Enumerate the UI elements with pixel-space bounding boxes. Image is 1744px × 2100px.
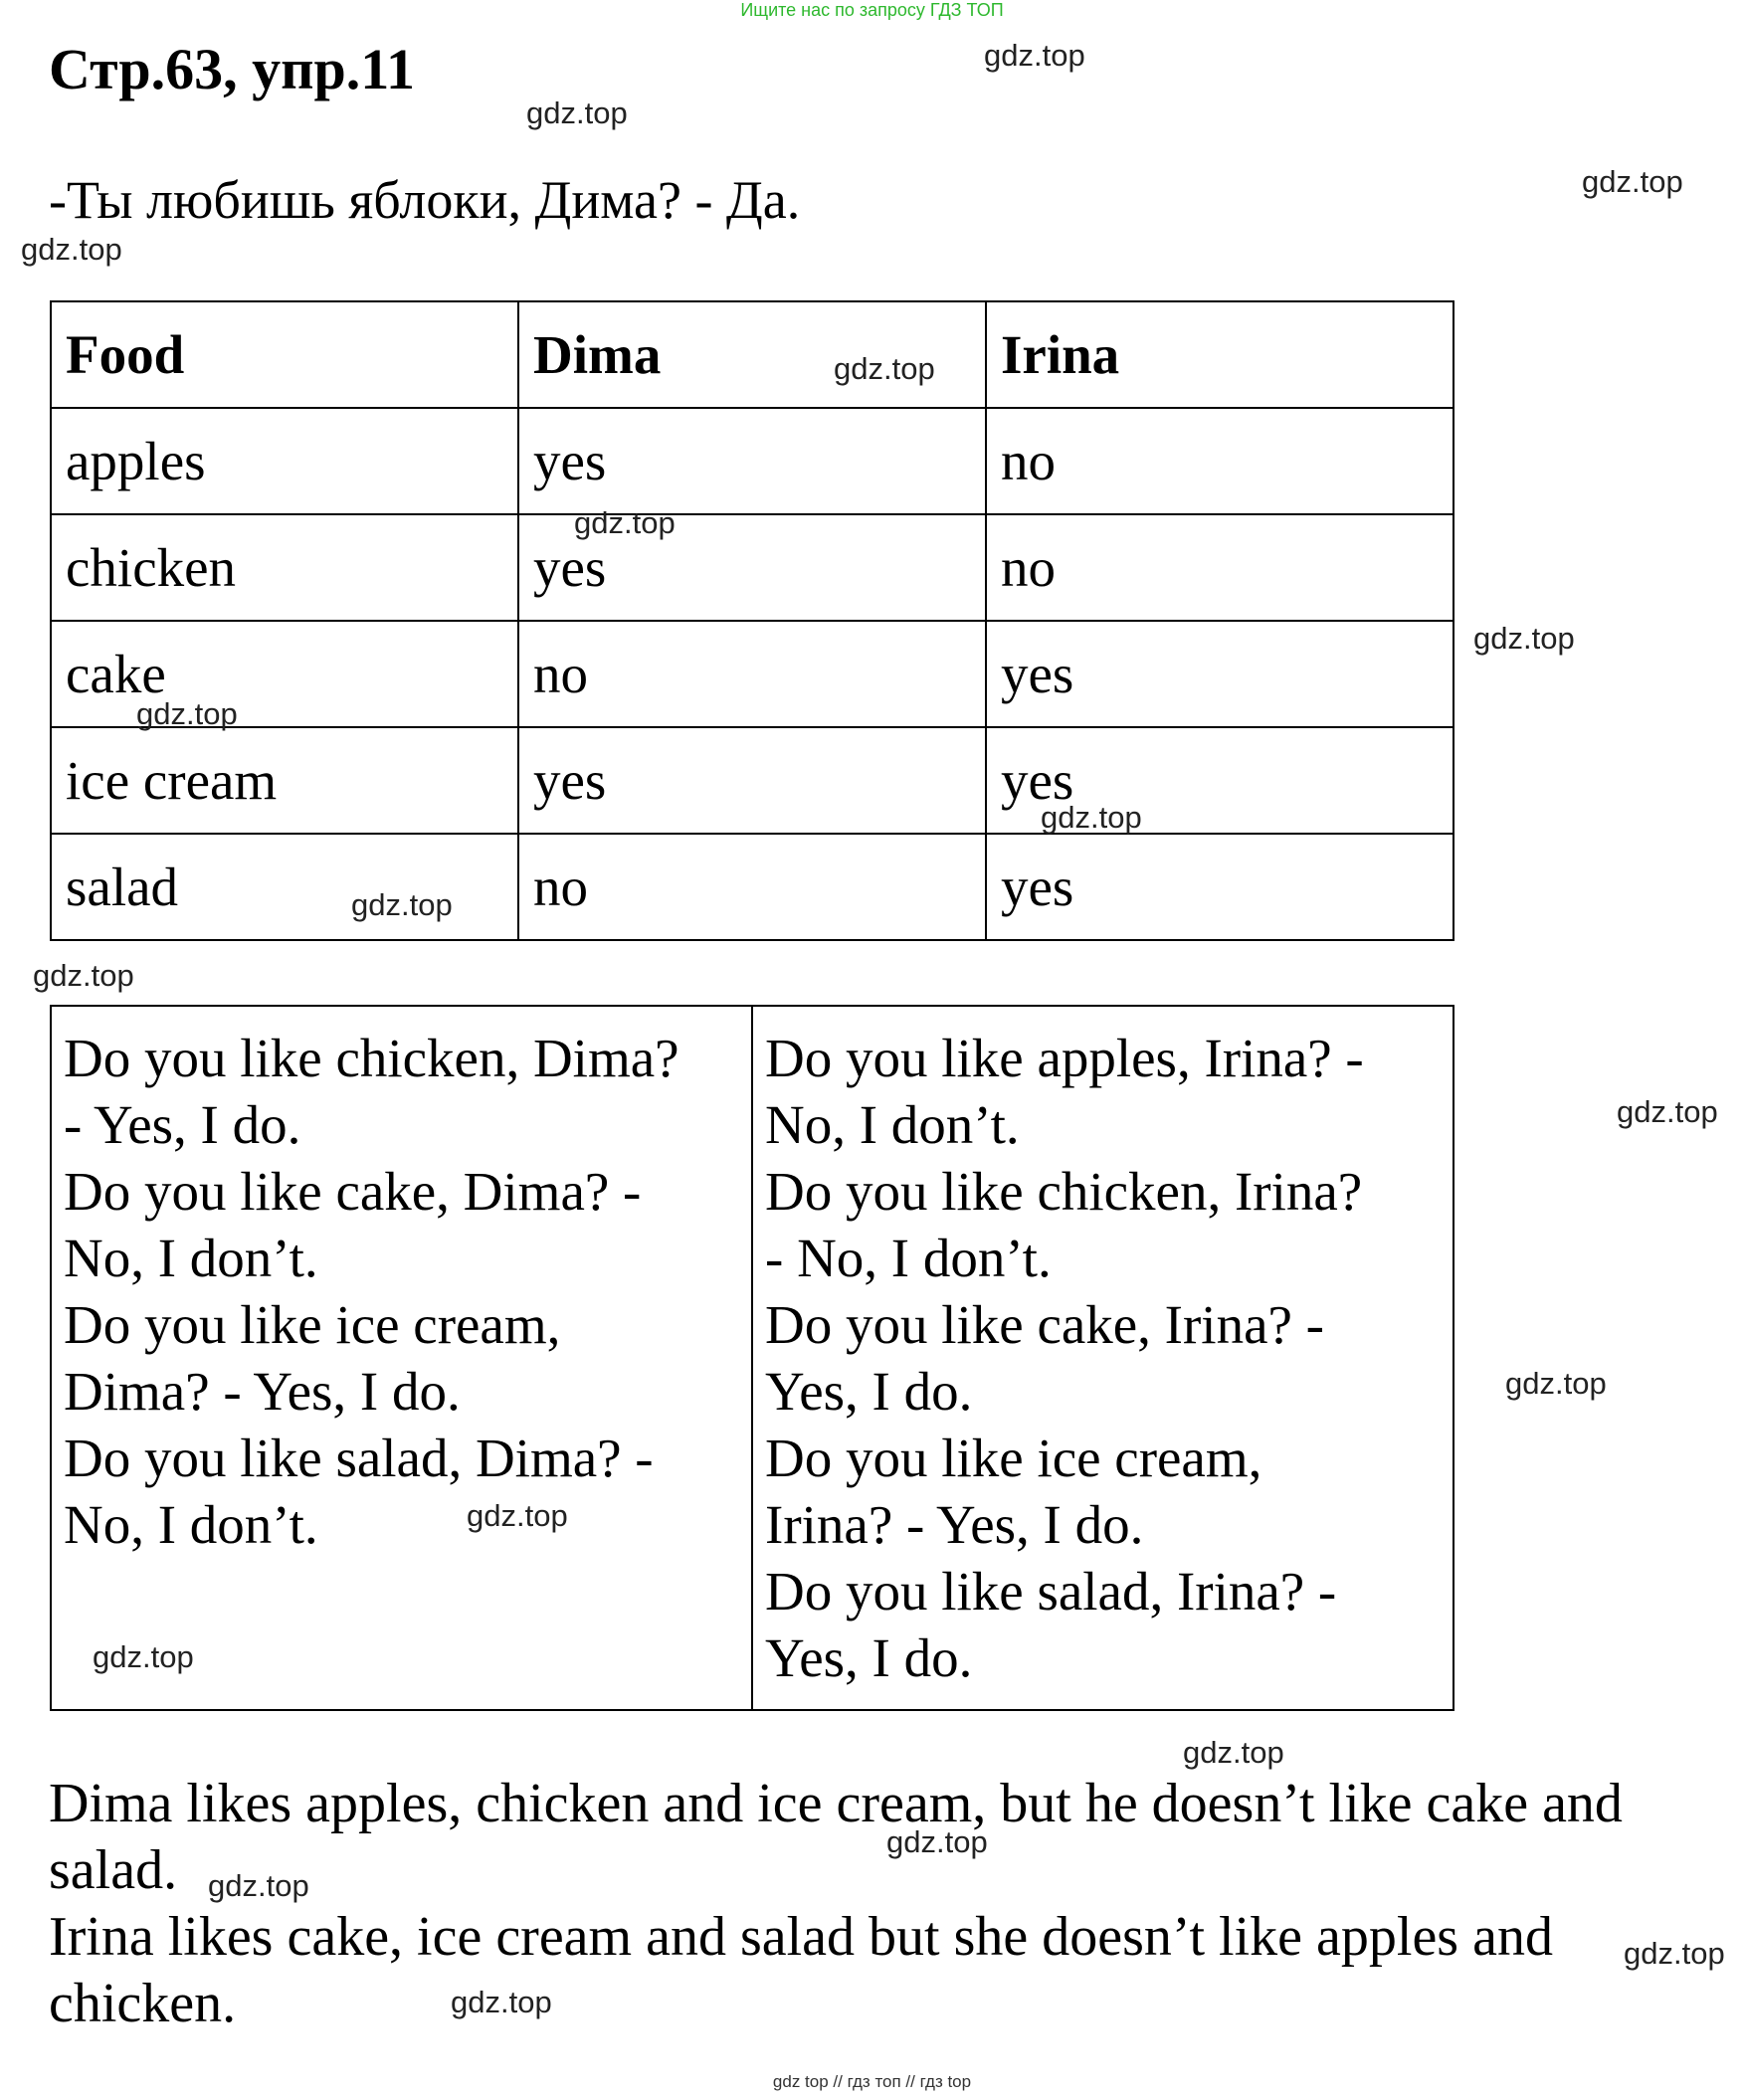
cell-dima: yes — [518, 727, 986, 834]
dialog-line: - No, I don’t. — [765, 1228, 1052, 1288]
summary-line: Dima likes apples, chicken and ice cream, but he doesn’t like cake and — [49, 1773, 1623, 1834]
dialog-line: Do you like apples, Irina? - — [765, 1028, 1364, 1088]
cell-irina: no — [986, 408, 1453, 514]
dialog-line: Do you like chicken, Irina? — [765, 1161, 1363, 1222]
cell-irina: yes — [986, 834, 1453, 940]
watermark: gdz.top — [467, 1498, 568, 1533]
watermark: gdz.top — [1505, 1366, 1607, 1401]
table-row — [51, 408, 1453, 514]
watermark: gdz.top — [1041, 800, 1142, 835]
watermark: gdz.top — [834, 351, 935, 386]
cell-dima: no — [518, 834, 986, 940]
dialog-irina — [752, 1006, 1453, 1710]
cell-food: apples — [51, 408, 518, 514]
dialog-row — [51, 1006, 1453, 1710]
table-row — [51, 834, 1453, 940]
food-preferences-table — [50, 300, 1454, 941]
cell-food: salad — [51, 834, 518, 940]
dialog-line: No, I don’t. — [64, 1228, 318, 1288]
dialog-line: Yes, I do. — [765, 1627, 973, 1688]
top-banner: Ищите нас по запросу ГДЗ ТОП — [740, 0, 1004, 20]
watermark: gdz.top — [984, 38, 1085, 73]
cell-dima: no — [518, 621, 986, 727]
dialog-line: Do you like ice cream, — [765, 1428, 1262, 1488]
cell-food: chicken — [51, 514, 518, 621]
dialog-line: Do you like cake, Irina? - — [765, 1294, 1324, 1355]
dialog-line: No, I don’t. — [64, 1494, 318, 1555]
cell-irina: yes — [986, 727, 1453, 834]
watermark: gdz.top — [136, 696, 238, 731]
table-header-row — [51, 301, 1453, 408]
dialog-line: Dima? - Yes, I do. — [64, 1361, 461, 1422]
dialog-table — [50, 1005, 1454, 1711]
watermark: gdz.top — [451, 1985, 552, 2019]
table-row — [51, 514, 1453, 621]
dialog-line: Do you like chicken, Dima? — [64, 1028, 679, 1088]
watermark: gdz.top — [208, 1868, 309, 1903]
dialog-line: - Yes, I do. — [64, 1094, 301, 1155]
cell-irina: yes — [986, 621, 1453, 727]
watermark: gdz.top — [93, 1639, 194, 1674]
header-dima: Dima — [518, 301, 986, 408]
dialog-line: Do you like salad, Dima? - — [64, 1428, 654, 1488]
bottom-banner: gdz top // гдз топ // гдз top — [772, 2072, 972, 2091]
header-irina: Irina — [986, 301, 1453, 408]
cell-irina: no — [986, 514, 1453, 621]
dialog-line: Do you like ice cream, — [64, 1294, 561, 1355]
dialog-line: Do you like salad, Irina? - — [765, 1561, 1337, 1622]
summary-line: chicken. — [49, 1973, 237, 2034]
cell-dima: yes — [518, 408, 986, 514]
watermark: gdz.top — [33, 958, 134, 993]
dialog-line: No, I don’t. — [765, 1094, 1020, 1155]
summary-line: salad. — [49, 1839, 178, 1901]
watermark: gdz.top — [1582, 164, 1683, 199]
dialog-dima — [51, 1006, 752, 1710]
dialog-line: Irina? - Yes, I do. — [765, 1494, 1144, 1555]
cell-dima: yes — [518, 514, 986, 621]
header-food: Food — [51, 301, 518, 408]
watermark: gdz.top — [574, 505, 676, 540]
cell-food: cake — [51, 621, 518, 727]
question-line: -Ты любишь яблоки, Дима? - Да. — [49, 170, 801, 230]
watermark: gdz.top — [21, 232, 122, 267]
cell-food: ice cream — [51, 727, 518, 834]
dialog-line: Yes, I do. — [765, 1361, 973, 1422]
watermark: gdz.top — [886, 1824, 988, 1859]
watermark: gdz.top — [1624, 1936, 1725, 1971]
summary-line: Irina likes cake, ice cream and salad but she doesn’t like apples and — [49, 1906, 1553, 1968]
watermark: gdz.top — [1473, 621, 1575, 656]
page-title: Стр.63, упр.11 — [49, 37, 416, 101]
table-row — [51, 727, 1453, 834]
watermark: gdz.top — [351, 887, 453, 922]
watermark: gdz.top — [1183, 1735, 1284, 1770]
watermark: gdz.top — [1617, 1094, 1718, 1129]
dialog-line: Do you like cake, Dima? - — [64, 1161, 642, 1222]
table-row — [51, 621, 1453, 727]
watermark: gdz.top — [526, 95, 628, 130]
